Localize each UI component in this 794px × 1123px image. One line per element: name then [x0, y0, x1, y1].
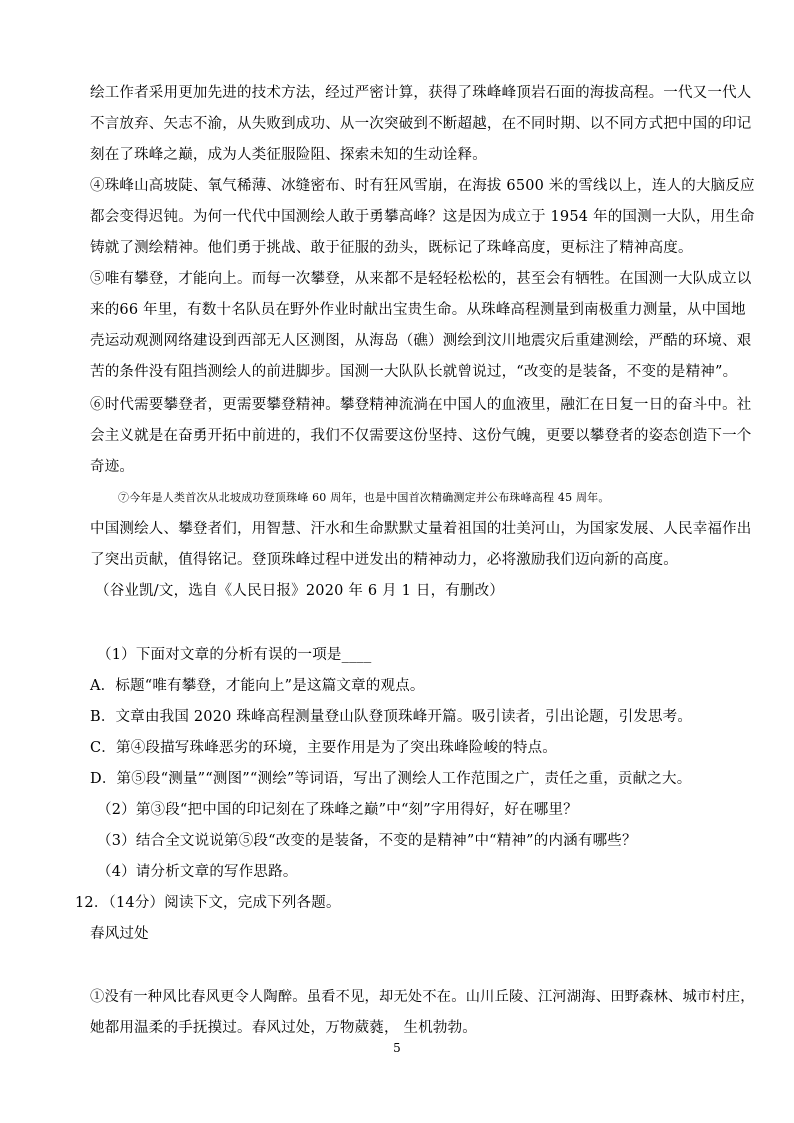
question-1: （1）下面对文章的分析有误的一项是____ — [97, 647, 372, 663]
option-a: A．标题“唯有攀登，才能向上”是这篇文章的观点。 — [90, 678, 425, 694]
paragraph-7-line-2: 中国测绘人、攀登者们，用智慧、汗水和生命默默丈量着祖国的壮美河山，为国家发展、人民幸福作出 — [90, 521, 752, 537]
paragraph-3-line-2: 不言放弃、矢志不渝，从失败到成功、从一次突破到不断超越，在不同时期、以不同方式把中国的印记 — [90, 116, 752, 132]
question-4: （4）请分析文章的写作思路。 — [97, 864, 298, 880]
section-12-heading: 12．（14分）阅读下文，完成下列各题。 — [75, 895, 341, 911]
option-b: B．文章由我国 2020 珠峰高程测量登山队登顶珠峰开篇。吸引读者，引出论题，引发思考。 — [90, 709, 693, 725]
paragraph-6-line-3: 奇迹。 — [90, 459, 135, 475]
paragraph-5-line-1: ⑤唯有攀登，才能向上。而每一次攀登，从来都不是轻轻松松的，甚至会有牺牲。在国测一大队成立以 — [90, 271, 752, 287]
paragraph-5-line-4: 苦的条件没有阻挡测绘人的前进脚步。国测一大队队长就曾说过，“改变的是装备，不变的是精神”。 — [90, 364, 738, 380]
question-3: （3）结合全文说说第⑤段“改变的是装备，不变的是精神”中“精神”的内涵有哪些？ — [97, 833, 637, 849]
paragraph-4-line-1: ④珠峰山高坡陡、氧气稀薄、冰缝密布、时有狂风雪崩，在海拔 6500 米的雪线以上，连人的大脑反应 — [90, 178, 755, 194]
paragraph-6-line-1: ⑥时代需要攀登者，更需要攀登精神。攀登精神流淌在中国人的血液里，融汇在日复一日的奋斗中。社 — [90, 397, 752, 413]
paragraph-4-line-2: 都会变得迟钝。为何一代代中国测绘人敢于勇攀高峰？这是因为成立于 1954 年的国测一大队，用生命 — [90, 209, 755, 225]
article-source: （谷业凯/文，选自《人民日报》2020 年 6 月 1 日，有删改） — [95, 583, 505, 599]
section-12-paragraph-1-line-2: 她都用温柔的手抚摸过。春风过处，万物葳蕤， 生机勃勃。 — [90, 1020, 478, 1036]
option-d: D．第⑤段“测量”“测图”“测绘”等词语，写出了测绘人工作范围之广，责任之重，贡献之大。 — [90, 771, 692, 787]
paragraph-4-line-3: 铸就了测绘精神。他们勇于挑战、敢于征服的劲头，既标记了珠峰高度，更标注了精神高度。 — [90, 240, 693, 256]
question-2: （2）第③段“把中国的印记刻在了珠峰之巅”中“刻”字用得好，好在哪里？ — [97, 802, 578, 818]
paragraph-7-line-3: 了突出贡献，值得铭记。登顶珠峰过程中迸发出的精神动力，必将激励我们迈向新的高度。 — [90, 552, 678, 568]
paragraph-7-line-1: ⑦今年是人类首次从北坡成功登顶珠峰 60 周年，也是中国首次精确测定并公布珠峰高程 45 周年。 — [118, 491, 610, 504]
section-12-title: 春风过处 — [90, 926, 149, 942]
paragraph-5-line-3: 壳运动观测网络建设到西部无人区测图，从海岛（礁）测绘到汶川地震灾后重建测绘，严酷的环境、艰 — [90, 333, 752, 349]
paragraph-5-line-2: 来的66 年里，有数十名队员在野外作业时献出宝贵生命。从珠峰高程测量到南极重力测量，从中国地 — [90, 302, 746, 318]
option-c: C．第④段描写珠峰恶劣的环境，主要作用是为了突出珠峰险峻的特点。 — [90, 740, 557, 756]
page-number: 5 — [393, 1041, 401, 1055]
paragraph-6-line-2: 会主义就是在奋勇开拓中前进的，我们不仅需要这份坚持、这份气魄，更要以攀登者的姿态创造下一个 — [90, 428, 752, 444]
paragraph-3-line-1: 绘工作者采用更加先进的技术方法，经过严密计算，获得了珠峰峰顶岩石面的海拔高程。一代又一代人 — [90, 85, 752, 101]
section-12-paragraph-1-line-1: ①没有一种风比春风更令人陶醉。虽看不见，却无处不在。山川丘陵、江河湖海、田野森林、城市村庄， — [90, 989, 755, 1005]
paragraph-3-line-3: 刻在了珠峰之巅，成为人类征服险阻、探索未知的生动诠释。 — [90, 147, 487, 163]
